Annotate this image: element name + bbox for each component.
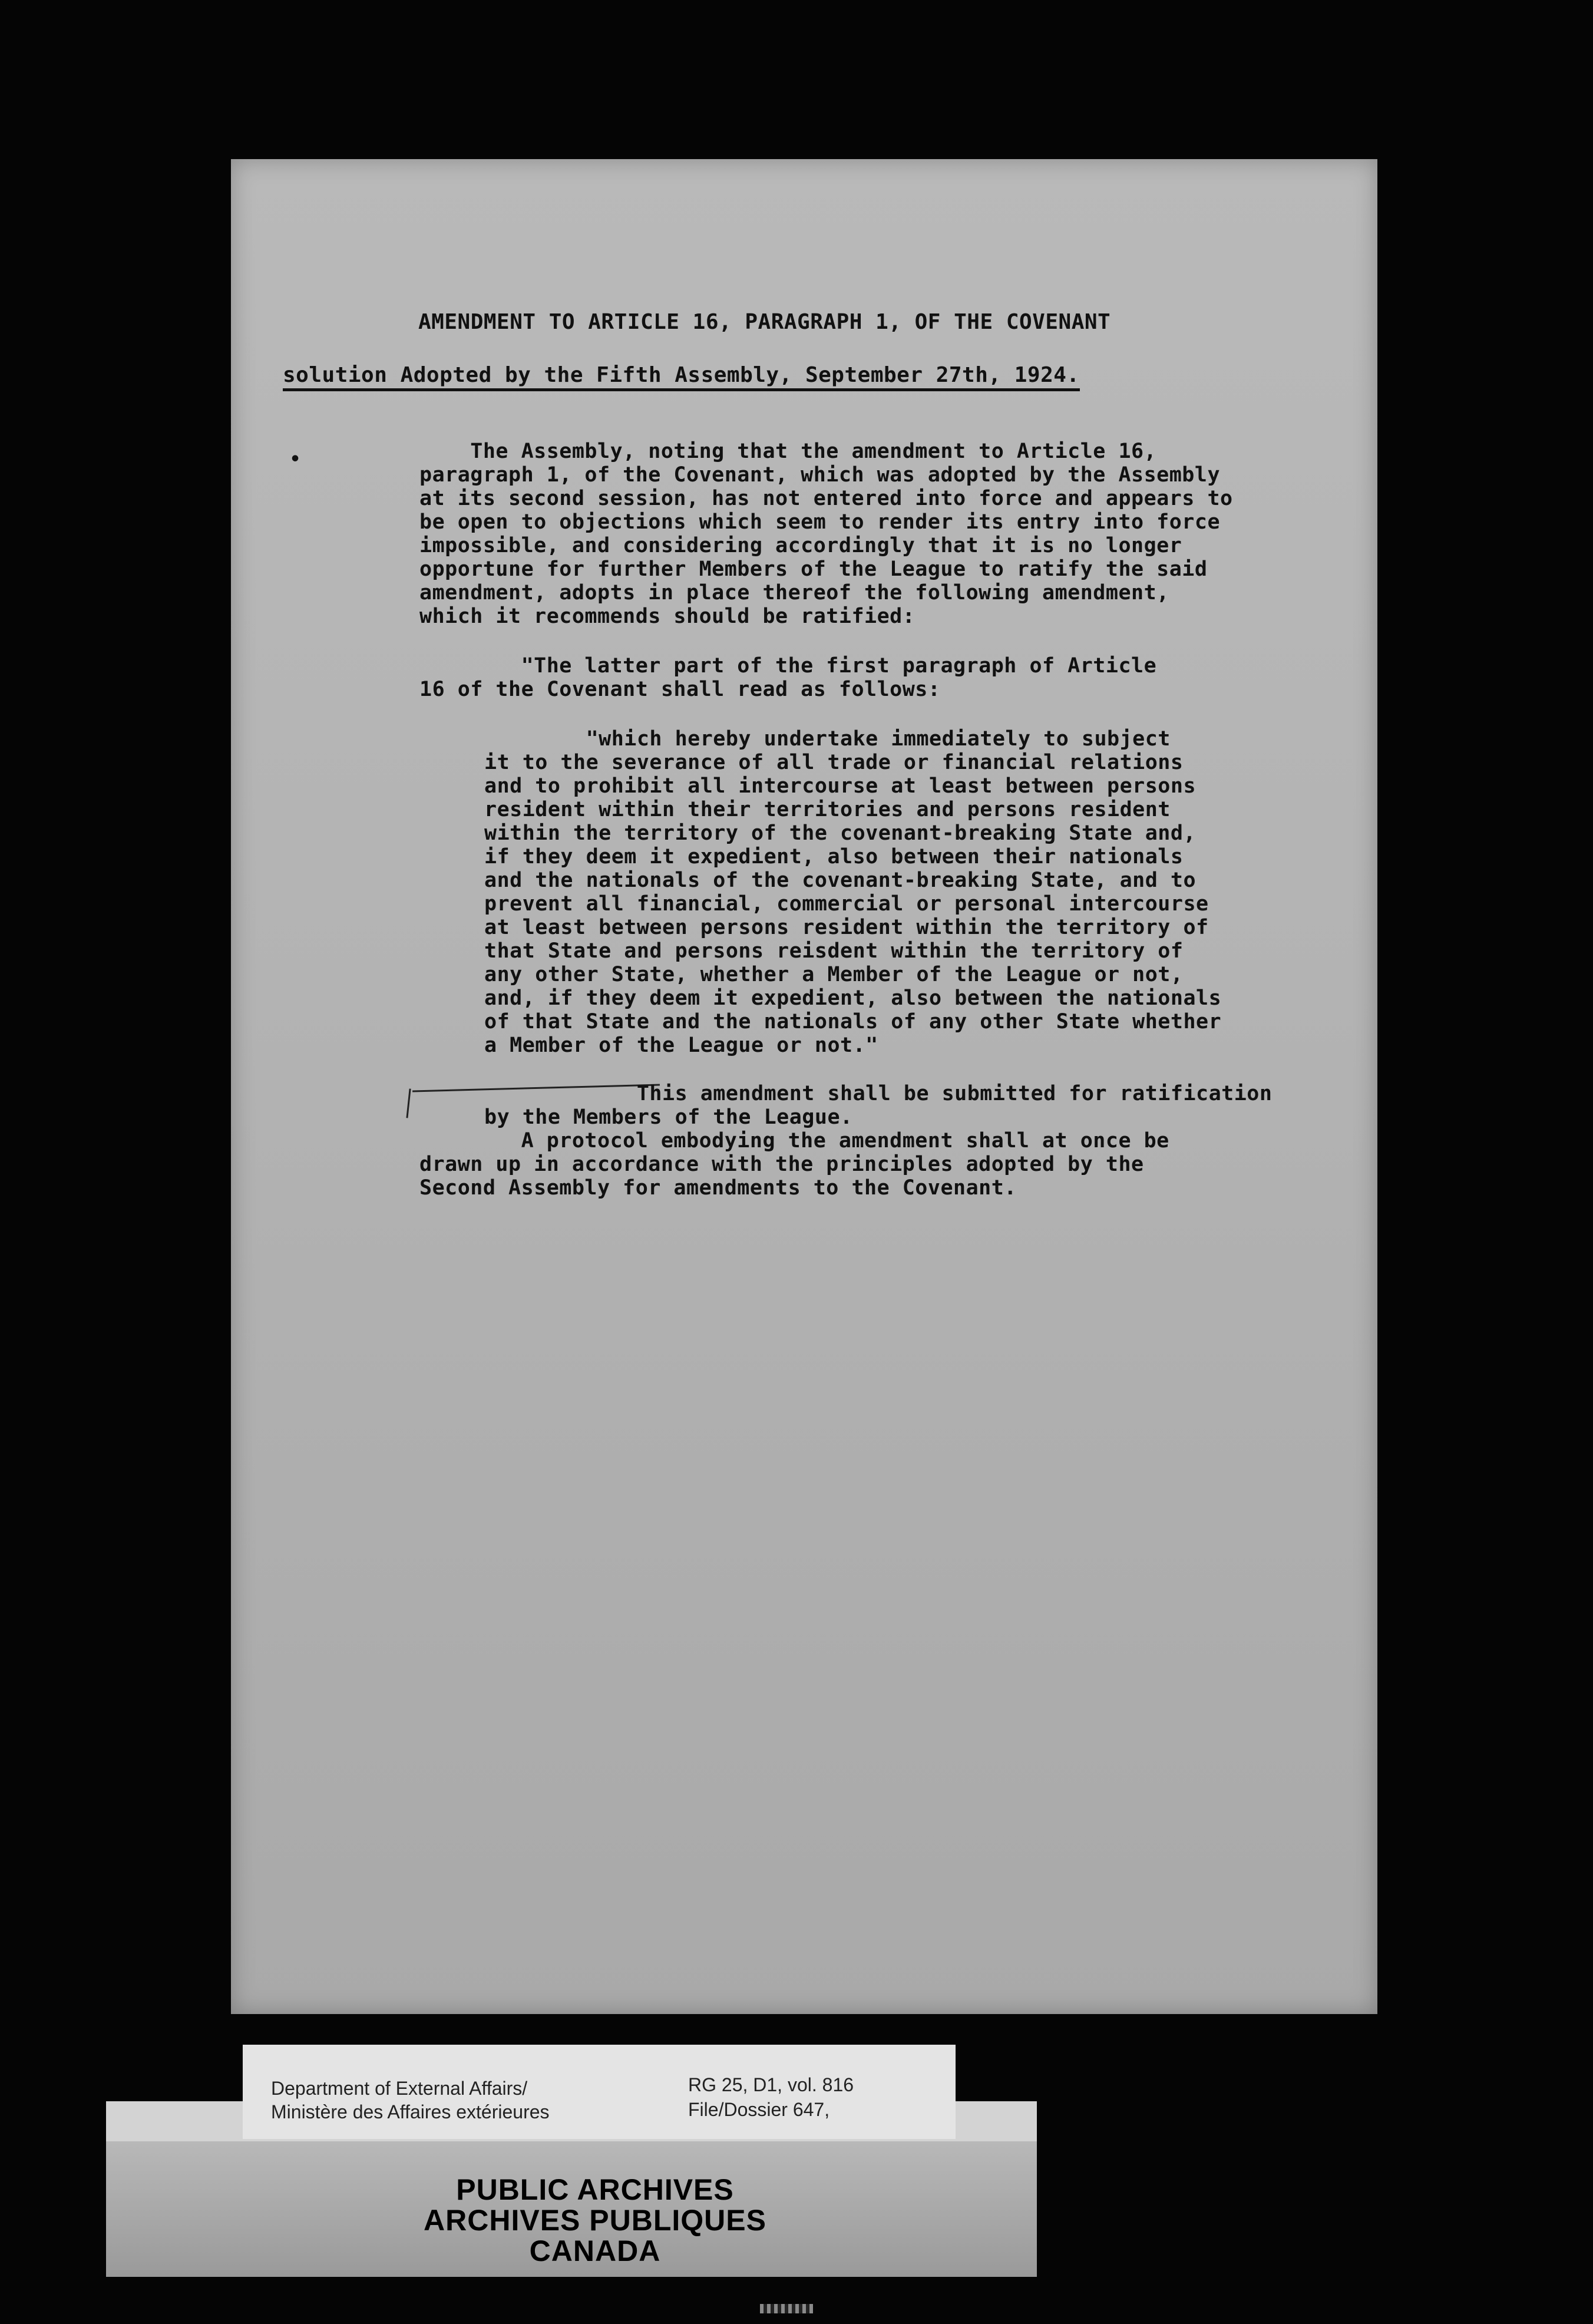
- archive-reference-label: [243, 2045, 956, 2139]
- handwritten-bracket-mark: [406, 1088, 417, 1118]
- margin-dot-mark: •: [290, 449, 301, 470]
- document-subtitle: solution Adopted by the Fifth Assembly, September 27th, 1924.: [283, 363, 1080, 391]
- stamp-line-french: ARCHIVES PUBLIQUES: [424, 2204, 766, 2237]
- record-group-reference: RG 25, D1, vol. 816: [688, 2074, 854, 2095]
- film-edge-mark: [760, 2304, 813, 2313]
- protocol-paragraph: A protocol embodying the amendment shall at once be drawn up in accordance with the principles adopted by the Second Assembly for amendments to the Covenant.: [419, 1129, 1169, 1200]
- department-english: Department of External Affairs/: [271, 2078, 528, 2099]
- article-intro-paragraph: "The latter part of the first paragraph of Article 16 of the Covenant shall read as follows:: [419, 654, 1157, 701]
- department-french: Ministère des Affaires extérieures: [271, 2101, 550, 2122]
- typed-document-page: [231, 159, 1377, 2014]
- public-archives-stamp: [0, 2174, 1190, 2266]
- resolution-paragraph: The Assembly, noting that the amendment to Article 16, paragraph 1, of the Covenant, which was adopted by the Assembly at its second session, has not entered into force and appears to be open to objections which seem to render its entry into force impossible, and considering accordingly that it is no longer opportune for further Members of the League to ratify the said amendment, adopts in place thereof the following amendment, which it recommends should be ratified:: [419, 440, 1233, 628]
- document-title: AMENDMENT TO ARTICLE 16, PARAGRAPH 1, OF THE COVENANT: [418, 310, 1111, 334]
- stamp-line-country: CANADA: [529, 2234, 661, 2267]
- stamp-line-english: PUBLIC ARCHIVES: [456, 2173, 734, 2206]
- amendment-quoted-text: "which hereby undertake immediately to subject it to the severance of all trade or financial relations and to prohibit all intercourse at least between persons resident within their territories and persons resident within the territory of the covenant-breaking State and, if they deem it expedient, also between their nationals and the nationals of the covenant-breaking State, and to prevent all financial, commercial or personal intercourse at least between persons resident within the territory of that State and persons reisdent within the territory of any other State, whether a Member of the League or not, and, if they deem it expedient, also between the nationals of that State and the nationals of any other State whether a Member of the League or not.": [484, 727, 1222, 1057]
- file-reference: File/Dossier 647,: [688, 2099, 830, 2120]
- ratification-paragraph: This amendment shall be submitted for ratification by the Members of the League.: [484, 1082, 1273, 1129]
